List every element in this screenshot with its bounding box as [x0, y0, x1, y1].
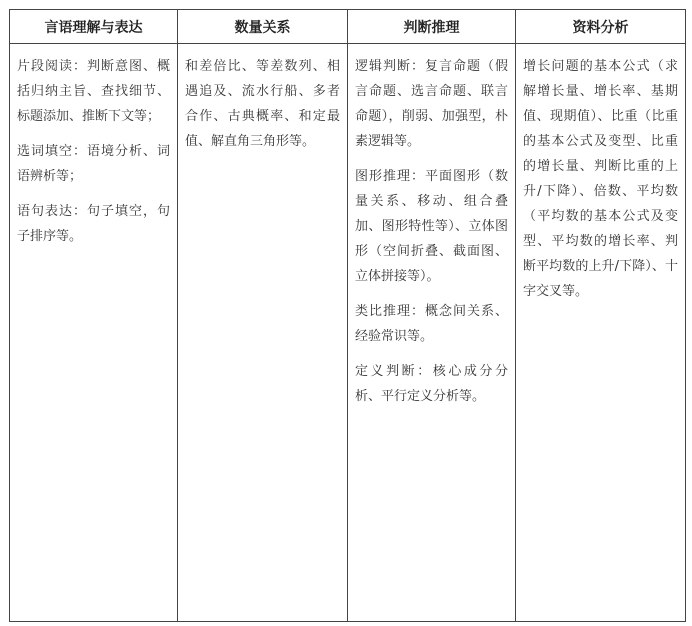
paragraph-graphic-reasoning: 图形推理：平面图形（数量关系、移动、组合叠加、图形特性等）、立体图形（空间折叠、截面图、立体拼接等）。	[355, 169, 508, 284]
paragraph-analogy-reasoning: 类比推理：概念间关系、经验常识等。	[355, 304, 508, 344]
cell-language-understanding	[10, 44, 178, 622]
paragraph-reading-comprehension: 片段阅读：判断意图、概括归纳主旨、查找细节、标题添加、推断下文等；	[17, 59, 170, 124]
header-row	[10, 10, 686, 44]
paragraph-data-analysis-topics: 增长问题的基本公式（求解增长量、增长率、基期值、现期值）、比重（比重的基本公式及变型、比重的增长量、判断比重的上升/下降）、倍数、平均数（平均数的基本公式及变型、平均数的增长率、判断平均数的上升/下降）、十字交叉等。	[523, 59, 678, 299]
paragraph-logical-judgment: 逻辑判断：复言命题（假言命题、选言命题、联言命题），削弱、加强型，朴素逻辑等。	[355, 59, 508, 149]
content-row	[10, 44, 686, 622]
header-data-analysis: 资料分析	[516, 10, 686, 44]
header-judgment-reasoning: 判断推理	[348, 10, 516, 44]
paragraph-word-selection: 选词填空：语境分析、词语辨析等；	[17, 144, 170, 184]
cell-data-analysis	[516, 44, 686, 622]
paragraph-definition-judgment: 定义判断：核心成分分析、平行定义分析等。	[355, 364, 508, 404]
cell-quantitative-relations	[178, 44, 348, 622]
cell-judgment-reasoning	[348, 44, 516, 622]
header-quantitative-relations: 数量关系	[178, 10, 348, 44]
paragraph-sentence-expression: 语句表达：句子填空，句子排序等。	[17, 204, 170, 244]
exam-content-table	[9, 9, 686, 622]
header-language-understanding: 言语理解与表达	[10, 10, 178, 44]
paragraph-math-topics: 和差倍比、等差数列、相遇追及、流水行船、多者合作、古典概率、和定最值、解直角三角形等。	[185, 59, 340, 149]
